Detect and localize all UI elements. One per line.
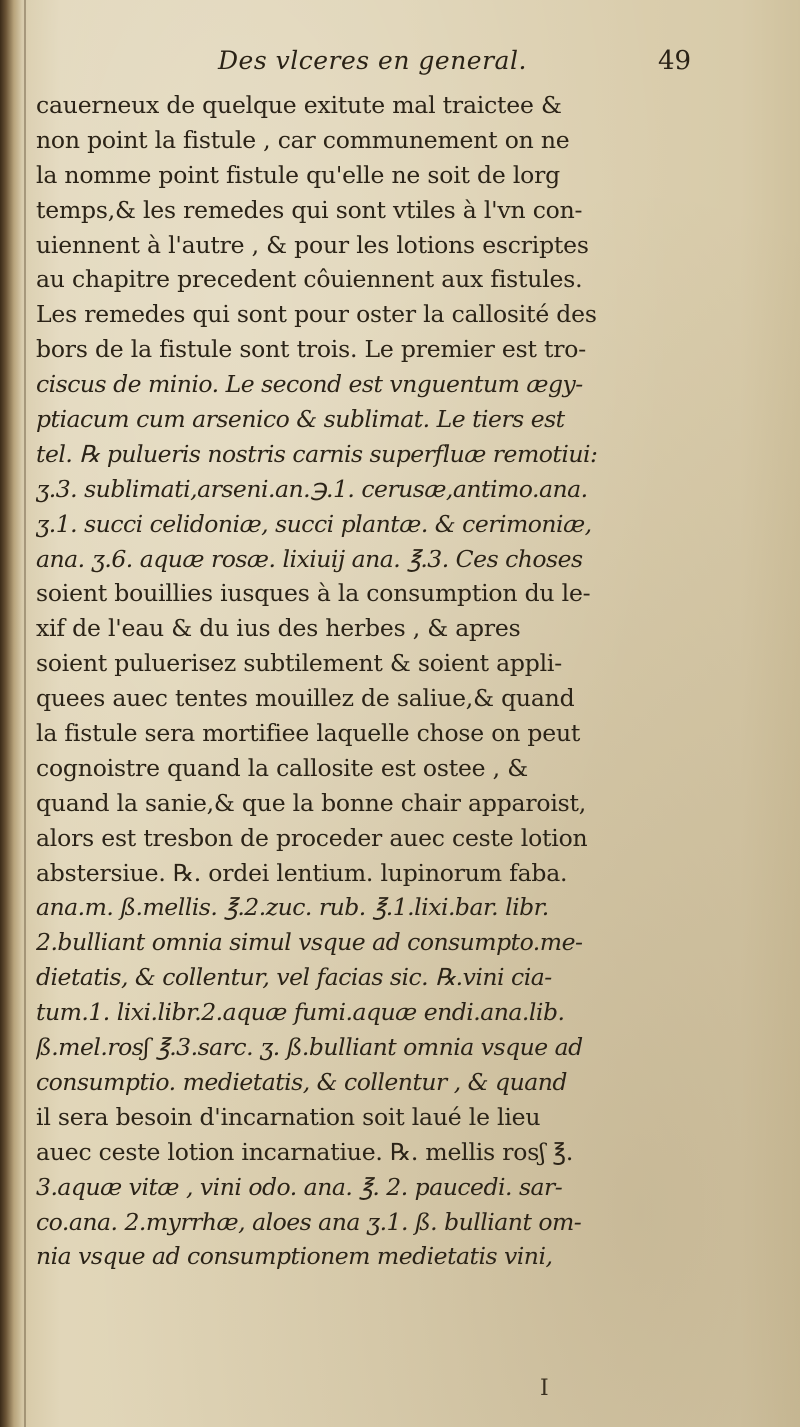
text-line: la nomme point fistule qu'elle ne soit de lorg: [36, 160, 560, 189]
page-header: [40, 46, 700, 86]
text-line: abstersiue. ℞. ordei lentium. lupinorum faba.: [36, 858, 568, 887]
text-line: cognoistre quand la callosite est ostee , &: [36, 753, 528, 782]
text-line: non point la fistule , car communement on ne: [36, 125, 570, 154]
gutter-shadow-line: [24, 0, 26, 1427]
text-line: alors est tresbon de proceder auec ceste lotion: [36, 823, 588, 852]
text-line: 2.bulliant omnia simul vsque ad consumpto.me-: [36, 928, 583, 957]
text-line: co.ana. 2.myrrhæ, aloes ana ʒ.1. ß. bulliant om-: [36, 1207, 582, 1236]
text-line: ʒ.1. succi celidoniæ, succi plantæ. & cerimoniæ,: [36, 509, 592, 538]
text-line: soient puluerisez subtilement & soient appli-: [36, 649, 562, 678]
text-line: consumptio. medietatis, & collentur , & quand: [36, 1067, 567, 1096]
text-line: 3.aquæ vitæ , vini odo. ana. ℥. 2. paucedi. sar-: [36, 1172, 563, 1201]
text-line: temps,& les remedes qui sont vtiles à l'vn con-: [36, 195, 583, 224]
text-line: ß.mel.rosʃ ℥.3.sarc. ʒ. ß.bulliant omnia vsque ad: [36, 1033, 583, 1062]
catchword: I: [540, 1376, 549, 1401]
text-line: ana. ʒ.6. aquæ rosæ. lixiuij ana. ℥.3. Ces choses: [36, 544, 583, 573]
text-line: auec ceste lotion incarnatiue. ℞. mellis rosʃ ℥.: [36, 1137, 574, 1166]
text-line: quand la sanie,& que la bonne chair apparoist,: [36, 788, 587, 817]
text-line: au chapitre precedent côuiennent aux fistules.: [36, 265, 583, 294]
text-line: nia vsque ad consumptionem medietatis vini,: [36, 1242, 553, 1271]
body-text: [36, 88, 776, 1274]
text-line: ana.m. ß.mellis. ℥.2.zuc. rub. ℥.1.lixi.bar. libr.: [36, 893, 549, 922]
text-line: Les remedes qui sont pour oster la callosité des: [36, 300, 597, 329]
text-line: bors de la fistule sont trois. Le premier est tro-: [36, 335, 586, 364]
book-gutter: [0, 0, 22, 1427]
text-line: ciscus de minio. Le second est vnguentum ægy-: [36, 370, 583, 399]
text-line: xif de l'eau & du ius des herbes , & apres: [36, 614, 521, 643]
page-number: 49: [658, 46, 692, 76]
text-line: dietatis, & collentur, vel facias sic. ℞.vini cia-: [36, 963, 552, 992]
text-line: cauerneux de quelque exitute mal traictee &: [36, 91, 562, 119]
text-line: ʒ.3. sublimati,arseni.an.℈.1. cerusæ,antimo.ana.: [36, 474, 588, 503]
text-line: uiennent à l'autre , & pour les lotions escriptes: [36, 230, 589, 259]
text-line: soient bouillies iusques à la consumption du le-: [36, 579, 591, 608]
text-line: tel. ℞ pulueris nostris carnis superfluæ remotiui:: [36, 439, 598, 468]
running-title: Des vlceres en general.: [218, 46, 527, 75]
text-line: la fistule sera mortifiee laquelle chose on peut: [36, 719, 581, 748]
text-line: ptiacum cum arsenico & sublimat. Le tiers est: [36, 405, 565, 434]
text-line: quees auec tentes mouillez de saliue,& quand: [36, 684, 575, 713]
text-line: il sera besoin d'incarnation soit laué le lieu: [36, 1102, 541, 1131]
text-line: tum.1. lixi.libr.2.aquæ fumi.aquæ endi.ana.lib.: [36, 998, 565, 1027]
